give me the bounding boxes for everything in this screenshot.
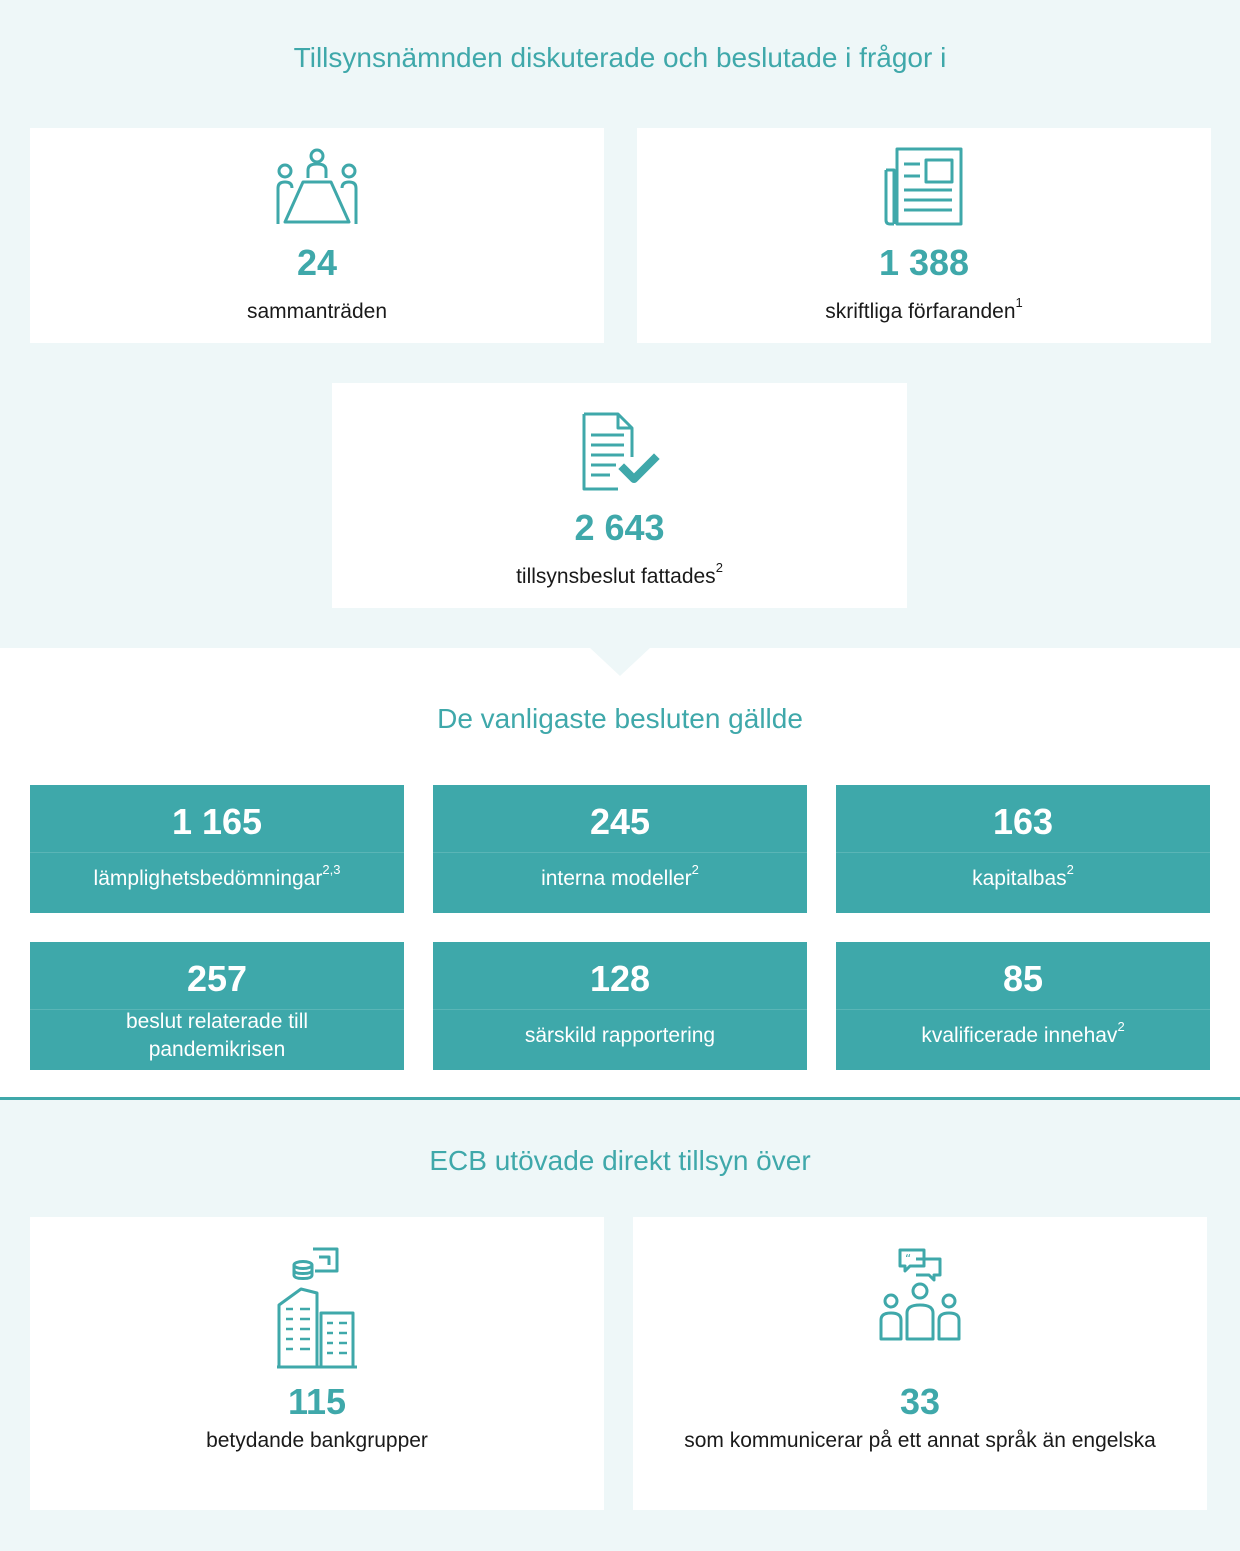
tile-label-line1: beslut relaterade till: [125, 1010, 309, 1033]
tile-label: interna modeller$^2$: [541, 862, 699, 890]
written-procedures-card: [637, 128, 1211, 343]
tile-label-line2: pandemikrisen: [148, 1038, 286, 1061]
tile-value: 85: [1002, 958, 1044, 999]
tile-separator: [433, 852, 807, 853]
tile-value: 163: [992, 801, 1054, 842]
tile-label: [30, 1008, 404, 1064]
non-english-banks-count: 33: [899, 1381, 941, 1422]
significant-banks-label: betydande bankgrupper: [206, 1429, 428, 1452]
footnote-marker: 2: [1066, 862, 1074, 877]
significant-banks-count: 115: [287, 1381, 347, 1422]
supervisory-decisions-card: [332, 383, 907, 608]
newspaper-document-icon: [882, 146, 966, 226]
section2-heading: De vanligaste besluten gällde: [437, 703, 803, 734]
approved-document-icon: [578, 411, 662, 491]
tile-value: 245: [589, 801, 651, 842]
non-english-banks-card: [633, 1217, 1207, 1510]
internal-models-tile: [433, 785, 807, 913]
own-funds-tile: [836, 785, 1210, 913]
bank-buildings-icon: [275, 1245, 359, 1369]
meetings-card: [30, 128, 604, 343]
tile-value: 128: [589, 958, 651, 999]
tile-value: 1 165: [171, 801, 263, 842]
tile-separator: [836, 1009, 1210, 1010]
tile-separator: [30, 852, 404, 853]
section3-heading: ECB utövade direkt tillsyn över: [429, 1145, 811, 1176]
meetings-count: 24: [296, 242, 338, 283]
meetings-label: sammanträden: [246, 300, 388, 323]
tile-label: lämplighetsbedömningar$^{2,3}$: [93, 862, 341, 890]
written-procedures-count: 1 388: [878, 242, 970, 283]
ad-hoc-reporting-tile: [433, 942, 807, 1070]
people-speech-icon: [878, 1247, 962, 1341]
section1-heading: Tillsynsnämnden diskuterade och beslutade i frågor i: [293, 42, 947, 73]
written-procedures-label: skriftliga förfaranden$^1$: [825, 295, 1023, 323]
tile-value: 257: [186, 958, 248, 999]
footnote-marker: 2: [691, 862, 699, 877]
fit-and-proper-tile: [30, 785, 404, 913]
pandemic-decisions-tile: [30, 942, 404, 1070]
tile-separator: [836, 852, 1210, 853]
tile-label: kapitalbas$^2$: [972, 862, 1074, 890]
footnote-marker: 1: [1015, 295, 1023, 310]
non-english-banks-label: som kommunicerar på ett annat språk än engelska: [684, 1429, 1156, 1452]
significant-banks-card: [30, 1217, 604, 1510]
tile-label: särskild rapportering: [524, 1024, 716, 1047]
svg-text:“: “: [905, 1252, 912, 1266]
footnote-marker: 2,3: [322, 862, 341, 877]
section-pointer: [589, 647, 651, 676]
supervisory-decisions-count: 2 643: [574, 507, 665, 548]
footnote-marker: 2: [1117, 1019, 1125, 1034]
tile-separator: [433, 1009, 807, 1010]
qualifying-holdings-tile: [836, 942, 1210, 1070]
tile-label: kvalificerade innehav$^2$: [921, 1019, 1125, 1047]
footnote-marker: 2: [715, 560, 723, 575]
meeting-table-icon: [275, 146, 359, 226]
supervisory-decisions-label: tillsynsbeslut fattades$^2$: [516, 560, 723, 588]
